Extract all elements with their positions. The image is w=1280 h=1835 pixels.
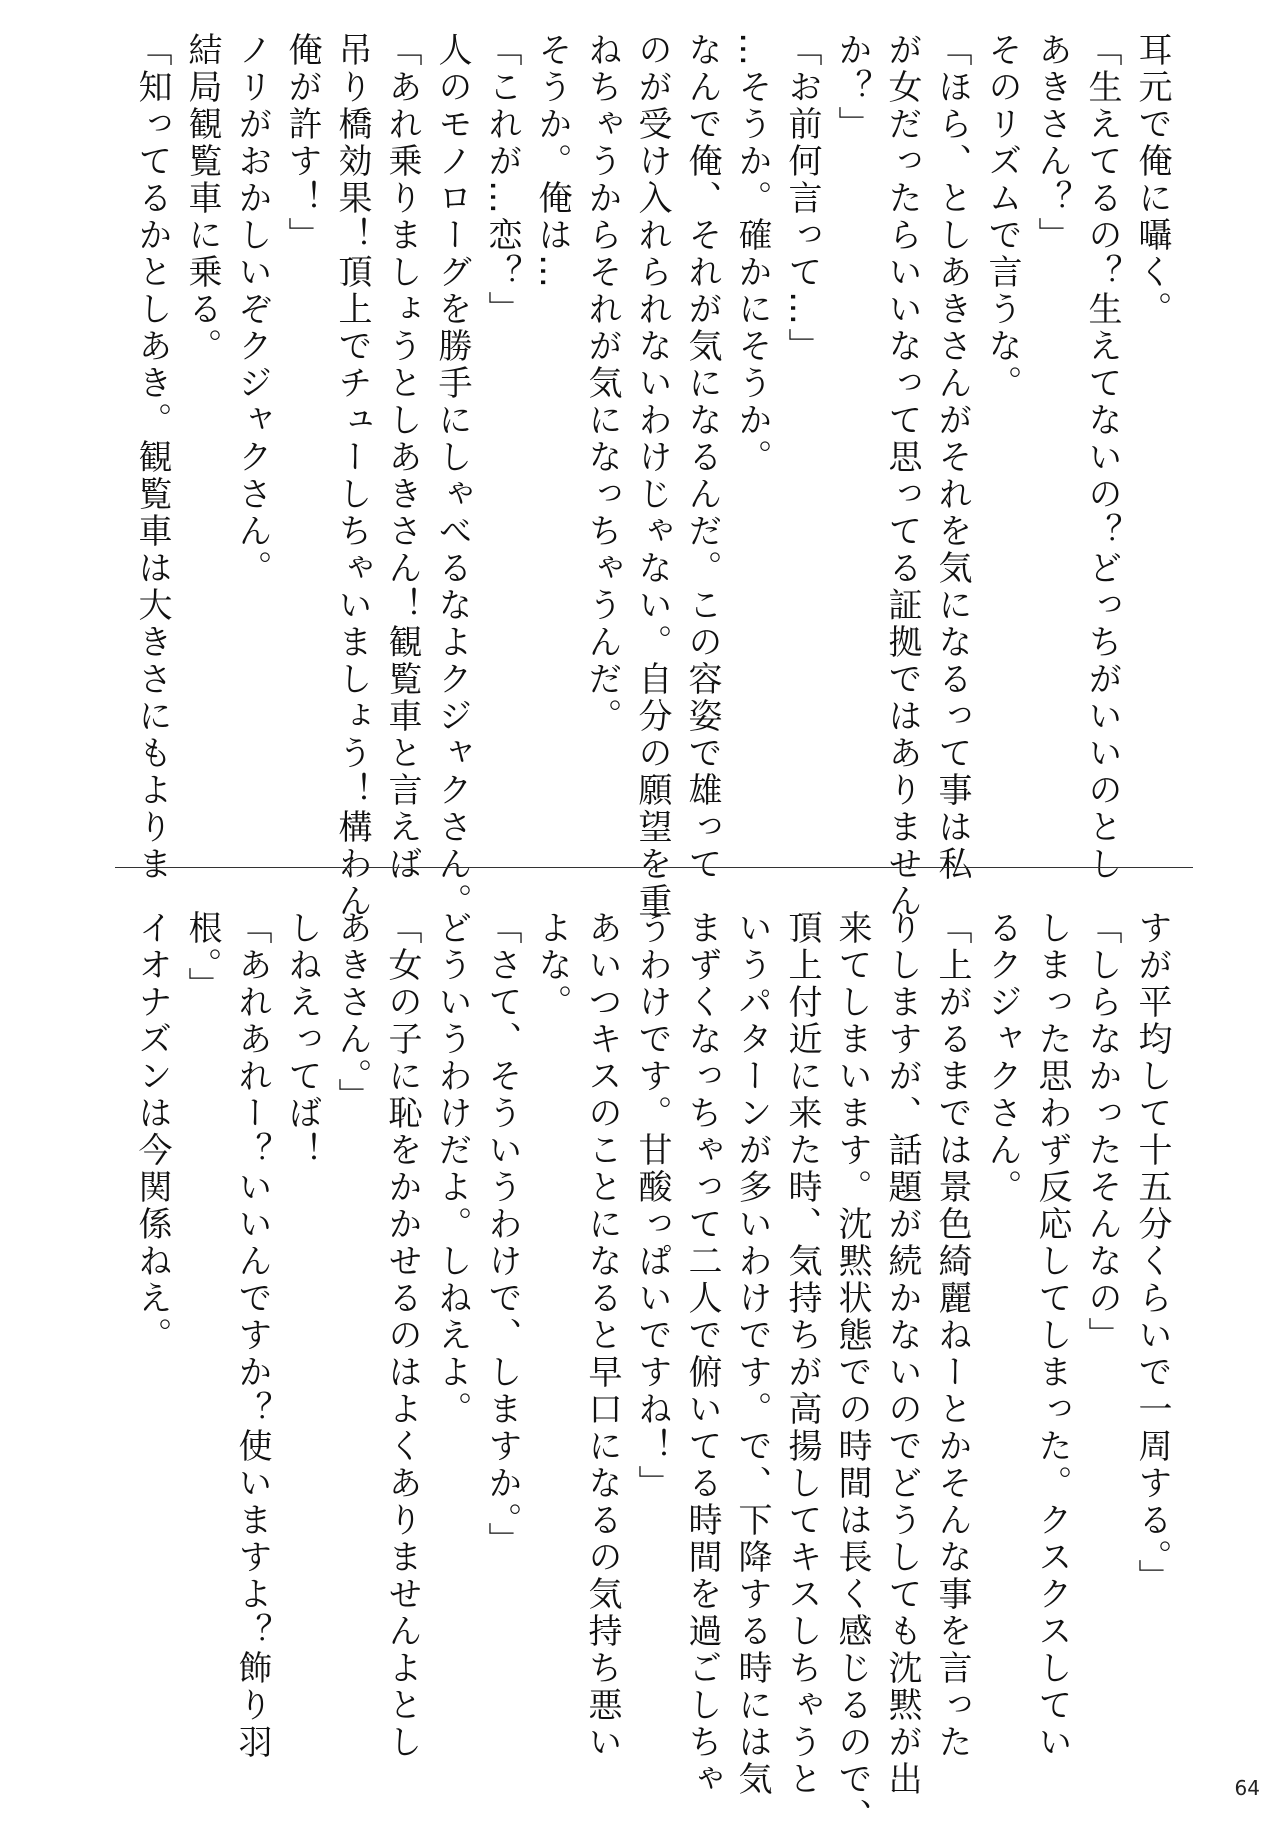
text-block-bottom (127, 910, 1177, 1835)
section-divider (115, 867, 1193, 868)
text-line: 「知ってるかとしあき。観覧車は大きさにもよりま (132, 32, 172, 883)
text-line: あいつキスのことになると早口になるの気持ち悪い (582, 910, 622, 1761)
text-line: 吊り橋効果！頂上でチューしちゃいましょう！構わん (332, 32, 372, 920)
text-block-top (127, 32, 1177, 920)
text-line: ねちゃうからそれが気になっちゃうんだ。 (582, 32, 622, 735)
text-line: 「お前何言って…」 (782, 32, 822, 365)
text-line: 「女の子に恥をかかせるのはよくありませんよとし (382, 910, 422, 1761)
text-line: あきさん？」 (1032, 32, 1072, 254)
text-line: イオナズンは今関係ねえ。 (132, 910, 172, 1354)
text-line: 「あれ乗りましょうとしあきさん！観覧車と言えば (382, 32, 422, 883)
text-line: 「ほら、としあきさんがそれを気になるって事は私 (932, 32, 972, 883)
text-line: なんで俺、それが気になるんだ。この容姿で雄って (682, 32, 722, 883)
page-number: 64 (1234, 1776, 1260, 1800)
text-line: 「しらなかったそんなの」 (1082, 910, 1122, 1354)
text-line: 「あれあれー？いいんですか？使いますよ？飾り羽 (232, 910, 272, 1761)
text-line: そうか。俺は… (532, 32, 572, 291)
text-line: そのリズムで言うな。 (982, 32, 1022, 402)
text-line: よな。 (532, 910, 572, 1021)
text-line: うわけです。甘酸っぱいですね！」 (632, 910, 672, 1502)
text-line: 人のモノローグを勝手にしゃべるなよクジャクさん。 (432, 32, 472, 920)
text-line: 「生えてるの？生えてないの？どっちがいいのとし (1082, 32, 1122, 883)
text-line: 「上がるまでは景色綺麗ねーとかそんな事を言った (932, 910, 972, 1761)
text-line: 頂上付近に来た時、気持ちが高揚してキスしちゃうと (782, 910, 822, 1798)
text-line: …そうか。確かにそうか。 (732, 32, 772, 476)
text-line: すが平均して十五分くらいで一周する。」 (1132, 910, 1172, 1596)
text-line: 結局観覧車に乗る。 (182, 32, 222, 365)
text-line: あきさん。」 (332, 910, 372, 1115)
text-line: りしますが、話題が続かないのでどうしても沈黙が出 (882, 910, 922, 1798)
text-line: しねえってば！ (282, 910, 322, 1169)
text-line: るクジャクさん。 (982, 910, 1022, 1206)
text-line: しまった思わず反応してしまった。クスクスしてい (1032, 910, 1072, 1761)
text-line: 「これが…恋？」 (482, 32, 522, 328)
text-line: 俺が許す！」 (282, 32, 322, 254)
text-line: いうパターンが多いわけです。で、下降する時には気 (732, 910, 772, 1798)
text-line: が女だったらいいなって思ってる証拠ではありません (882, 32, 922, 920)
text-line: のが受け入れられないわけじゃない。自分の願望を重 (632, 32, 672, 920)
text-line: 耳元で俺に囁く。 (1132, 32, 1172, 328)
text-line: まずくなっちゃって二人で俯いてる時間を過ごしちゃ (682, 910, 722, 1798)
text-line: ノリがおかしいぞクジャクさん。 (232, 32, 272, 587)
text-line: どういうわけだよ。しねえよ。 (432, 910, 472, 1428)
text-line: 「さて、そういうわけで、しますか。」 (482, 910, 522, 1559)
text-line: 根。」 (182, 910, 222, 1004)
text-line: 来てしまいます。沈黙状態での時間は長く感じるので、 (832, 910, 872, 1835)
text-line: か？」 (832, 32, 872, 143)
